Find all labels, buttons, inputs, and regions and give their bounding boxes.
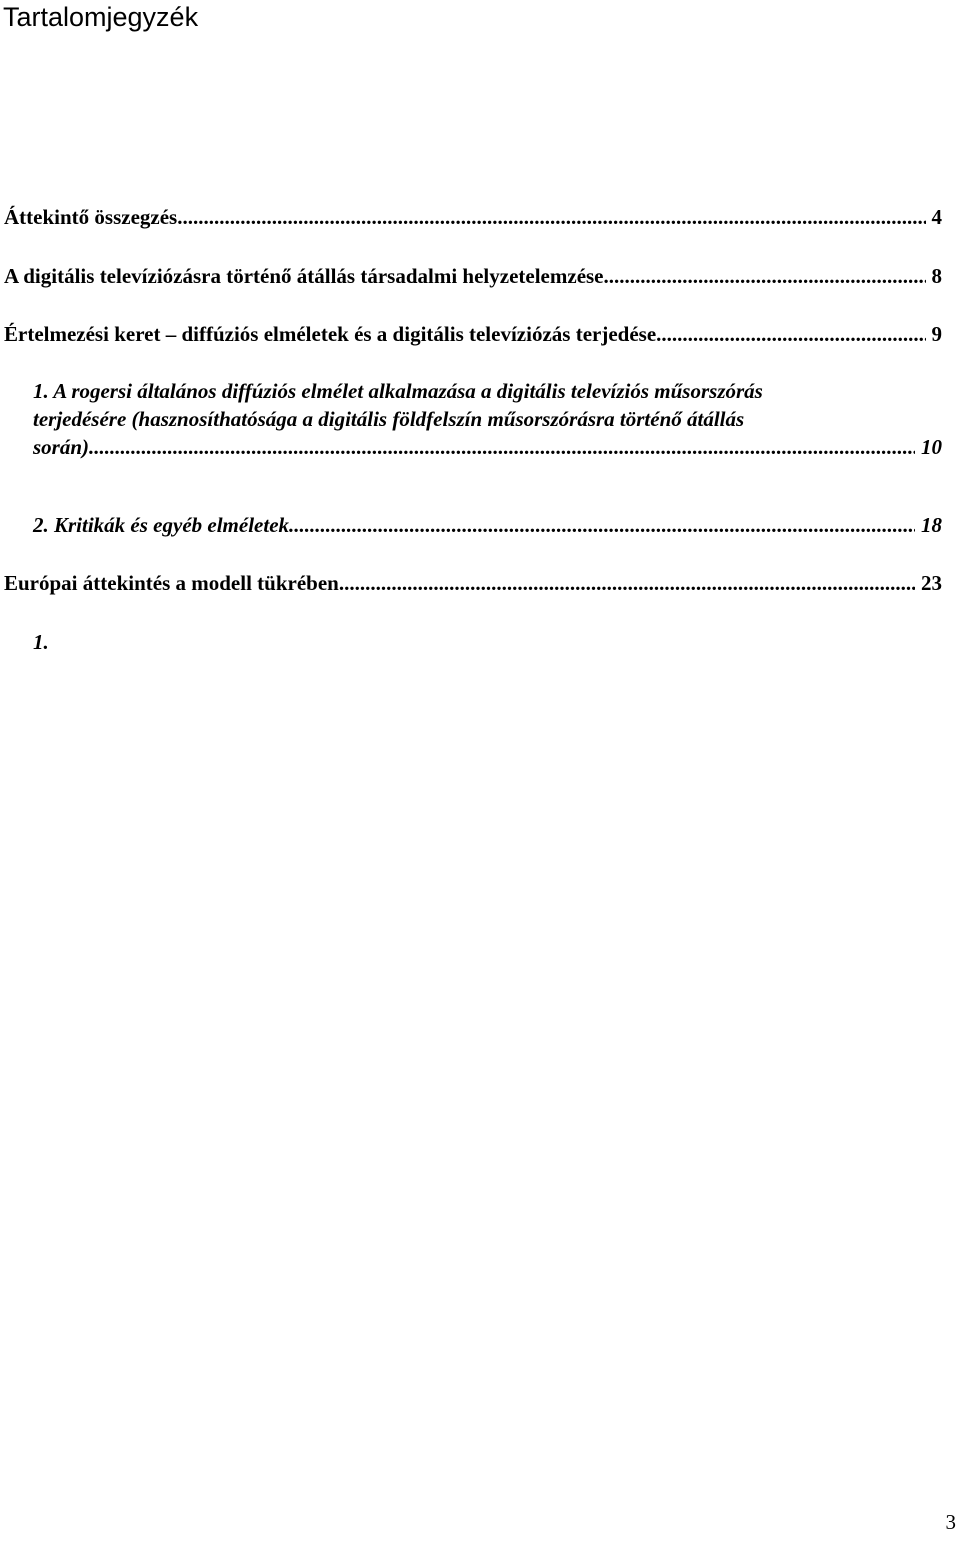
- toc-entry-line: terjedésére (hasznosíthatósága a digitális földfelszín műsorszórásra történő átállás: [33, 407, 745, 431]
- toc-entry-attekinto-osszegzes[interactable]: [4, 203, 942, 231]
- toc-entry-text: A digitális televíziózásra történő átállás társadalmi helyzetelemzése: [4, 264, 604, 288]
- toc-entry-text: Áttekintő összegzés: [4, 205, 178, 229]
- dot-leader: [289, 511, 915, 539]
- toc-entry-page: 9: [931, 322, 942, 346]
- toc-entry-text: 2. Kritikák és egyéb elméletek: [33, 513, 290, 537]
- toc-entry-page: 10: [921, 435, 942, 459]
- page-number: 3: [945, 1510, 956, 1534]
- dot-leader: [656, 320, 925, 348]
- toc-entry-rogersi-elmelet[interactable]: [33, 377, 942, 461]
- toc-entry-page: 4: [931, 205, 942, 229]
- toc-entry-europai-attekintes[interactable]: [4, 569, 942, 597]
- toc-entry-page: 23: [921, 571, 942, 595]
- toc-entry-page: 8: [931, 264, 942, 288]
- toc-entry-page: 18: [921, 513, 942, 537]
- toc-entry-ertelmezesi-keret[interactable]: [4, 320, 942, 348]
- dot-leader: [339, 569, 915, 597]
- toc-entry-text: Európai áttekintés a modell tükrében: [4, 571, 339, 595]
- toc-entry-helyzetelemzes[interactable]: [4, 262, 942, 290]
- dot-leader: [89, 433, 915, 461]
- toc-title: Tartalomjegyzék: [3, 2, 199, 32]
- dot-leader: [604, 262, 926, 290]
- dot-leader: [177, 203, 925, 231]
- toc-entry-line: 1. A rogersi általános diffúziós elmélet alkalmazása a digitális televíziós műsorszórás: [33, 379, 763, 403]
- list-number: 1.: [33, 630, 49, 654]
- toc-entry-kritikak[interactable]: [33, 511, 942, 539]
- toc-entry-text: során): [33, 435, 90, 459]
- toc-entry-text: Értelmezési keret – diffúziós elméletek és a digitális televíziózás terjedése: [4, 322, 657, 346]
